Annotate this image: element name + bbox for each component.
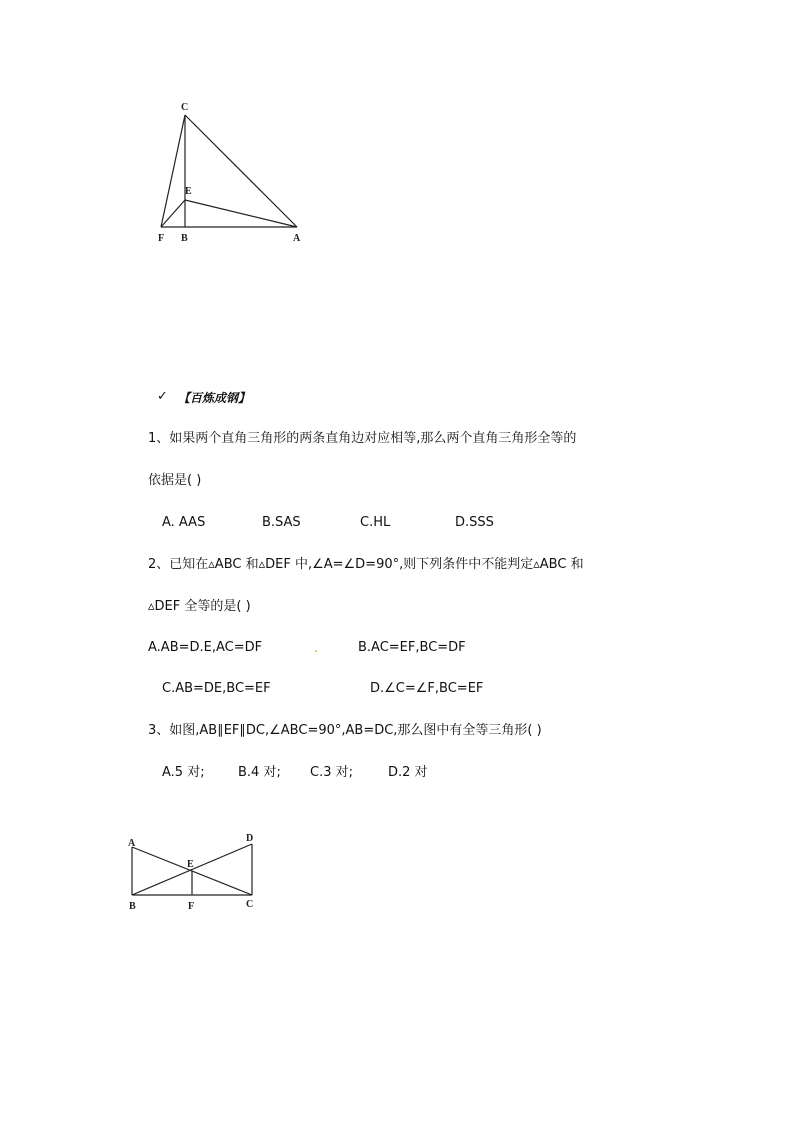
checkmark-icon: ✓ (157, 389, 168, 404)
q2-line1: 2、已知在▵ABC 和▵DEF 中,∠A=∠D=90°,则下列条件中不能判定▵ABC 和 (148, 557, 584, 572)
q1-line1: 1、如果两个直角三角形的两条直角边对应相等,那么两个直角三角形全等的 (148, 431, 577, 446)
label-b: B (181, 233, 188, 244)
q1-option-d: D.SSS (455, 515, 494, 530)
label-a: A (128, 838, 136, 849)
q2-option-a: A.AB=D.E,AC=DF (148, 640, 263, 655)
q3-option-b: B.4 对; (238, 765, 281, 780)
label-d: D (246, 833, 254, 844)
stray-mark: . (314, 641, 319, 656)
q3-option-d: D.2 对 (388, 765, 428, 780)
q1-option-a: A. AAS (162, 515, 206, 530)
q3-option-c: C.3 对; (310, 765, 353, 780)
label-e: E (185, 186, 192, 197)
label-b: B (129, 901, 136, 912)
figure-triangle-cefba (150, 95, 320, 250)
q2-option-c: C.AB=DE,BC=EF (162, 681, 271, 696)
q1-option-c: C.HL (360, 515, 391, 530)
label-f: F (188, 901, 195, 912)
q2-option-b: B.AC=EF,BC=DF (358, 640, 466, 655)
segment-ea (185, 200, 297, 227)
q2-line2: ▵DEF 全等的是( ) (148, 599, 251, 614)
segment-fe (161, 200, 185, 227)
q3-line1: 3、如图,AB∥EF∥DC,∠ABC=90°,AB=DC,那么图中有全等三角形( ) (148, 723, 542, 738)
segment-ca (185, 115, 297, 227)
segment-cf (161, 115, 185, 227)
q3-option-a: A.5 对; (162, 765, 205, 780)
label-c: C (246, 899, 254, 910)
q2-option-d: D.∠C=∠F,BC=EF (370, 681, 484, 696)
figure-rectangle-abcd (122, 830, 262, 915)
label-f: F (158, 233, 165, 244)
q1-option-b: B.SAS (262, 515, 301, 530)
label-a: A (293, 233, 301, 244)
label-c: C (181, 102, 189, 113)
q1-line2: 依据是( ) (148, 473, 202, 488)
section-title: 【百炼成钢】 (178, 391, 251, 405)
label-e: E (187, 859, 194, 870)
